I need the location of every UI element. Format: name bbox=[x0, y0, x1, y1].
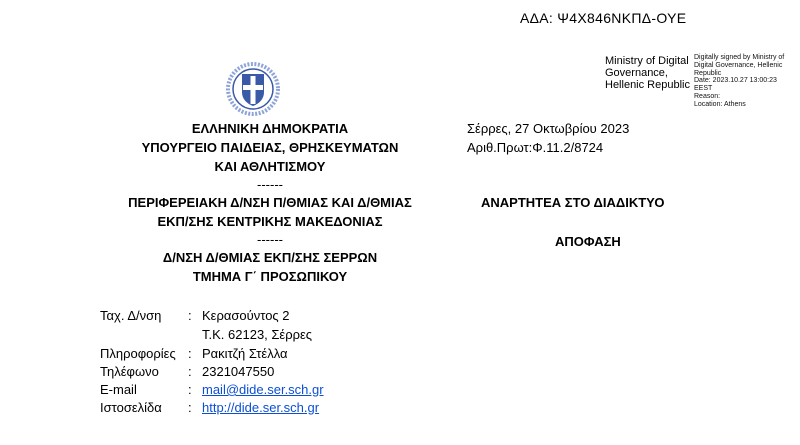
regional-line-2: ΕΚΠ/ΣΗΣ ΚΕΝΤΡΙΚΗΣ ΜΑΚΕΔΟΝΙΑΣ bbox=[157, 214, 383, 229]
ada-code: ΑΔΑ: Ψ4Χ846ΝΚΠΔ-ΟΥΕ bbox=[520, 10, 687, 26]
directorate-line-1: Δ/ΝΣΗ Δ/ΘΜΙΑΣ ΕΚΠ/ΣΗΣ ΣΕΡΡΩΝ bbox=[162, 250, 378, 265]
hellenic-republic-emblem-icon bbox=[226, 62, 280, 116]
website-link[interactable]: http://dide.ser.sch.gr bbox=[202, 400, 320, 415]
address-value: Κερασούντος 2 bbox=[202, 308, 290, 323]
signature-details bbox=[694, 54, 784, 109]
colon: : bbox=[188, 382, 192, 397]
phone-value: 2321047550 bbox=[202, 364, 275, 379]
email-row bbox=[100, 382, 324, 397]
signature-org-line: Hellenic Republic bbox=[605, 79, 690, 91]
website-label: Ιστοσελίδα bbox=[100, 400, 162, 415]
info-row bbox=[100, 346, 288, 361]
date-line: Σέρρες, 27 Οκτωβρίου 2023 bbox=[467, 121, 630, 136]
email-link[interactable]: mail@dide.ser.sch.gr bbox=[202, 382, 324, 397]
signature-detail-line: Location: Athens bbox=[694, 100, 746, 108]
address-label: Ταχ. Δ/νση bbox=[100, 308, 162, 323]
signature-detail-line: Digital Governance, Hellenic bbox=[694, 61, 783, 69]
postal-value: Τ.Κ. 62123, Σέρρες bbox=[202, 327, 313, 342]
ministry-line-2: ΚΑΙ ΑΘΛΗΤΙΣΜΟΥ bbox=[214, 159, 326, 174]
website-row bbox=[100, 400, 319, 415]
decision-label: ΑΠΟΦΑΣΗ bbox=[555, 234, 621, 249]
colon: : bbox=[188, 308, 192, 323]
signature-detail-line: Republic bbox=[694, 69, 722, 77]
department-line: ΤΜΗΜΑ Γ΄ ΠΡΟΣΩΠΙΚΟΥ bbox=[192, 269, 348, 284]
signature-detail-line: EEST bbox=[694, 85, 713, 93]
post-online-label: ΑΝΑΡΤΗΤΕΑ ΣΤΟ ΔΙΑΔΙΚΤΥΟ bbox=[481, 195, 665, 210]
colon: : bbox=[188, 400, 192, 415]
separator: ------ bbox=[257, 177, 283, 192]
signature-org-line: Governance, bbox=[605, 67, 668, 79]
address-row bbox=[100, 308, 290, 323]
phone-row bbox=[100, 364, 274, 379]
colon: : bbox=[188, 346, 192, 361]
signature-org-line: Ministry of Digital bbox=[605, 55, 689, 67]
colon: : bbox=[188, 364, 192, 379]
info-label: Πληροφορίες bbox=[100, 346, 176, 361]
protocol-number: Αριθ.Πρωτ:Φ.11.2/8724 bbox=[467, 140, 604, 155]
republic-title: ΕΛΛΗΝΙΚΗ ΔΗΜΟΚΡΑΤΙΑ bbox=[191, 121, 349, 136]
signature-detail-line: Digitally signed by Ministry of bbox=[694, 54, 785, 61]
ministry-line-1: ΥΠΟΥΡΓΕΙΟ ΠΑΙΔΕΙΑΣ, ΘΡΗΣΚΕΥΜΑΤΩΝ bbox=[141, 140, 399, 155]
info-value: Ρακιτζή Στέλλα bbox=[202, 346, 288, 361]
email-label: E-mail bbox=[100, 382, 137, 397]
signature-detail-line: Date: 2023.10.27 13:00:23 bbox=[694, 77, 777, 85]
phone-label: Τηλέφωνο bbox=[100, 364, 159, 379]
signature-detail-line: Reason: bbox=[694, 92, 721, 100]
regional-line-1: ΠΕΡΙΦΕΡΕΙΑΚΗ Δ/ΝΣΗ Π/ΘΜΙΑΣ ΚΑΙ Δ/ΘΜΙΑΣ bbox=[128, 195, 412, 210]
separator: ------ bbox=[257, 232, 283, 247]
signature-organization bbox=[605, 55, 690, 91]
